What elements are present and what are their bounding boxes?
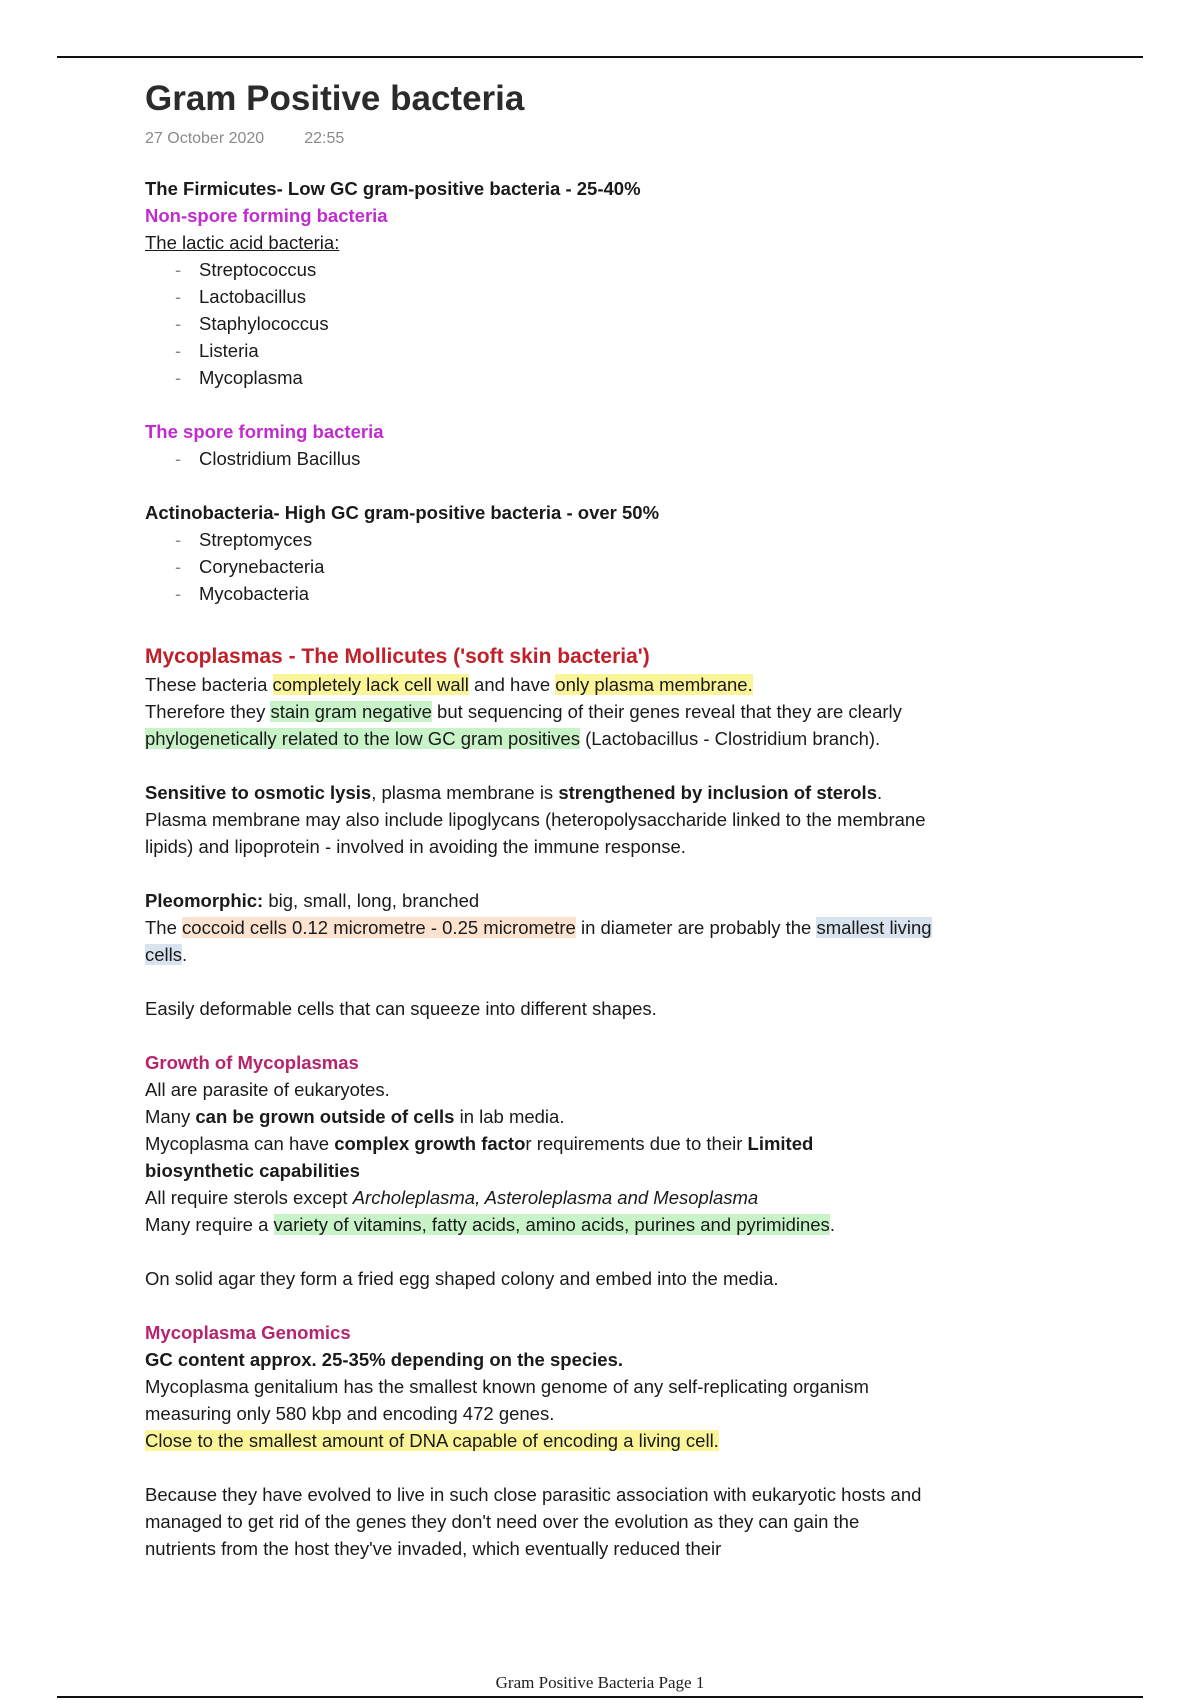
mollicutes-paragraph-4: Easily deformable cells that can squeeze into different shapes. bbox=[145, 998, 657, 1019]
list-item: - Lactobacillus bbox=[175, 286, 306, 307]
mollicutes-paragraph-2: Sensitive to osmotic lysis, plasma membrane is strengthened by inclusion of sterols. Plasma membrane may also include lipoglycans (heteropolysaccharide linked to the membrane lipids) and lipoprotein - involved in avoiding the immune response. bbox=[145, 782, 926, 857]
genomics-heading: Mycoplasma Genomics bbox=[145, 1322, 351, 1343]
list-item: - Streptomyces bbox=[175, 529, 313, 550]
lactic-heading: The lactic acid bacteria: bbox=[145, 232, 340, 253]
growth-line-3: Mycoplasma can have complex growth factor requirements due to their Limited biosynthetic capabilities bbox=[145, 1133, 814, 1181]
growth-line-1: All are parasite of eukaryotes. bbox=[145, 1079, 390, 1100]
genomics-line-1: GC content approx. 25-35% depending on the species. bbox=[145, 1349, 624, 1370]
list-item: - Streptococcus bbox=[175, 259, 317, 280]
list-item: - Staphylococcus bbox=[175, 313, 329, 334]
note-date: 27 October 2020 bbox=[145, 130, 265, 147]
growth-line-4: All require sterols except Archoleplasma, Asteroleplasma and Mesoplasma bbox=[145, 1187, 759, 1208]
list-item: - Listeria bbox=[175, 340, 259, 361]
genomics-line-3: Close to the smallest amount of DNA capable of encoding a living cell. bbox=[145, 1430, 719, 1451]
page-footer: Gram Positive Bacteria Page 1 bbox=[495, 1673, 705, 1692]
mollicutes-paragraph-3: Pleomorphic: big, small, long, branched The coccoid cells 0.12 micrometre - 0.25 micrometre in diameter are probably the smallest living cells. bbox=[145, 890, 932, 965]
growth-line-5: Many require a variety of vitamins, fatty acids, amino acids, purines and pyrimidines. bbox=[145, 1214, 835, 1235]
list-item: - Mycobacteria bbox=[175, 583, 310, 604]
genomics-line-2: Mycoplasma genitalium has the smallest known genome of any self-replicating organism measuring only 580 kbp and encoding 472 genes. bbox=[145, 1376, 869, 1424]
growth-paragraph-2: On solid agar they form a fried egg shaped colony and embed into the media. bbox=[145, 1268, 779, 1289]
actino-list bbox=[145, 526, 1075, 607]
list-item: - Corynebacteria bbox=[175, 556, 325, 577]
note-page bbox=[145, 76, 1075, 1562]
growth-heading: Growth of Mycoplasmas bbox=[145, 1052, 359, 1073]
non-spore-heading: Non-spore forming bacteria bbox=[145, 205, 388, 226]
note-time: 22:55 bbox=[304, 130, 345, 147]
page-title: Gram Positive bacteria bbox=[145, 79, 525, 118]
bottom-rule bbox=[57, 1696, 1143, 1698]
top-rule bbox=[57, 56, 1143, 58]
firmicutes-heading: The Firmicutes- Low GC gram-positive bacteria - 25-40% bbox=[145, 178, 641, 199]
genomics-paragraph-2: Because they have evolved to live in such close parasitic association with eukaryotic hosts and managed to get rid of the genes they don't need over the evolution as they can gain the nutrients from the host they've invaded, which eventually reduced their bbox=[145, 1484, 922, 1559]
spore-heading: The spore forming bacteria bbox=[145, 421, 384, 442]
actino-heading: Actinobacteria- High GC gram-positive bacteria - over 50% bbox=[145, 502, 660, 523]
list-item: - Clostridium Bacillus bbox=[175, 448, 361, 469]
spore-list bbox=[145, 445, 1075, 472]
growth-line-2: Many can be grown outside of cells in lab media. bbox=[145, 1106, 565, 1127]
mollicutes-paragraph-1: These bacteria completely lack cell wall and have only plasma membrane. Therefore they stain gram negative but sequencing of their genes reveal that they are clearly phylogenetically related to the low GC gram positives (Lactobacillus - Clostridium branch). bbox=[145, 674, 902, 749]
list-item: - Mycoplasma bbox=[175, 367, 303, 388]
mollicutes-heading: Mycoplasmas - The Mollicutes ('soft skin bacteria') bbox=[145, 645, 650, 668]
lactic-list bbox=[145, 256, 1075, 391]
note-timestamp bbox=[145, 130, 1075, 152]
